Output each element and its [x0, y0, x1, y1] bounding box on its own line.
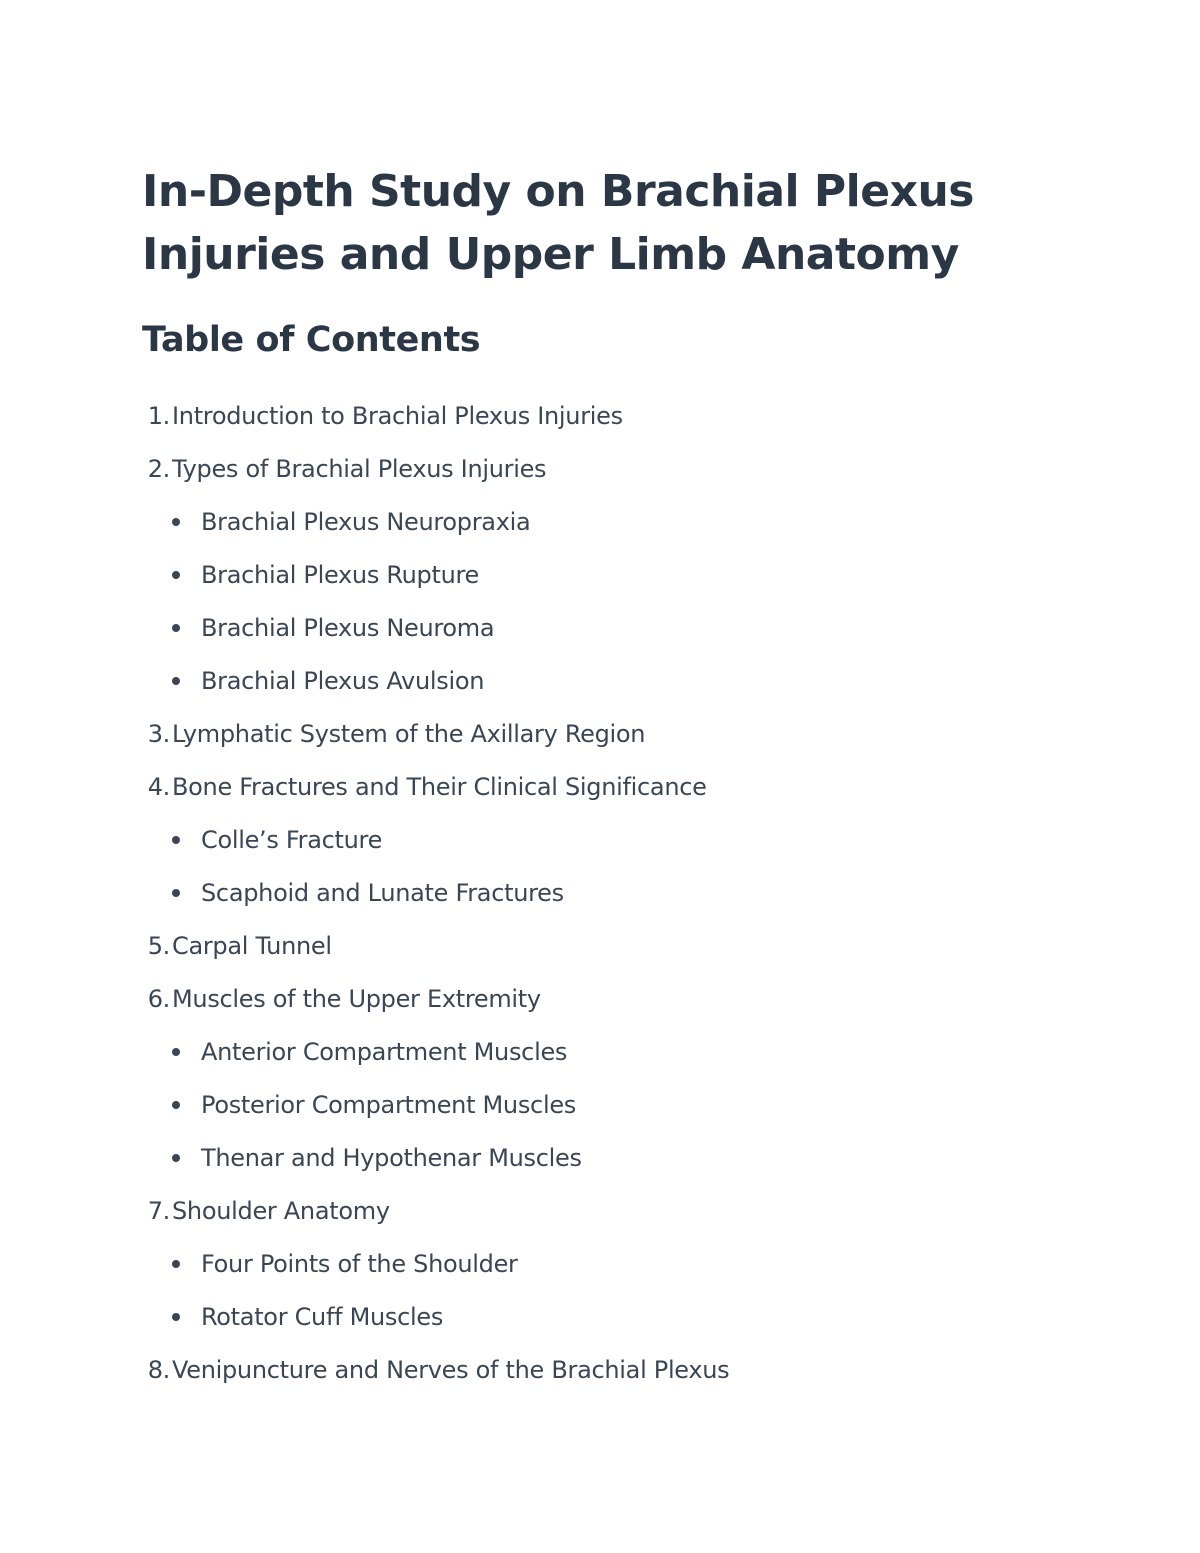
toc-subitem — [142, 548, 1042, 601]
toc-sublabel: Anterior Compartment Muscles — [201, 1037, 568, 1066]
toc-item-5 — [142, 919, 1042, 972]
bullet-icon — [172, 1048, 180, 1056]
toc-item-6 — [142, 972, 1042, 1025]
toc-label: Venipuncture and Nerves of the Brachial Plexus — [172, 1355, 730, 1384]
bullet-icon — [172, 624, 180, 632]
toc-heading: Table of Contents — [142, 320, 481, 360]
toc-subitem — [142, 1025, 1042, 1078]
toc-number: 8. — [147, 1355, 170, 1384]
toc-sublabel: Scaphoid and Lunate Fractures — [201, 878, 564, 907]
toc-sublabel: Brachial Plexus Neuroma — [201, 613, 495, 642]
document-page — [142, 160, 1042, 1396]
toc-number: 1. — [147, 401, 170, 430]
toc-label: Lymphatic System of the Axillary Region — [172, 719, 646, 748]
bullet-icon — [172, 518, 180, 526]
toc-subitem — [142, 601, 1042, 654]
toc-sublabel: Brachial Plexus Neuropraxia — [201, 507, 531, 536]
bullet-icon — [172, 677, 180, 685]
toc-sublabel: Four Points of the Shoulder — [201, 1249, 518, 1278]
bullet-icon — [172, 1313, 180, 1321]
toc-subitem — [142, 1131, 1042, 1184]
toc-label: Shoulder Anatomy — [172, 1196, 390, 1225]
toc-sublabel: Brachial Plexus Avulsion — [201, 666, 485, 695]
toc-item-7 — [142, 1184, 1042, 1237]
bullet-icon — [172, 836, 180, 844]
toc-sublabel: Thenar and Hypothenar Muscles — [201, 1143, 582, 1172]
title-line-1: In-Depth Study on Brachial Plexus — [142, 166, 974, 217]
toc-item-8 — [142, 1343, 1042, 1396]
toc-sublabel: Colle’s Fracture — [201, 825, 383, 854]
toc-label: Bone Fractures and Their Clinical Significance — [172, 772, 707, 801]
toc-subitem — [142, 1290, 1042, 1343]
toc-number: 7. — [147, 1196, 170, 1225]
toc-number: 3. — [147, 719, 170, 748]
toc-subitem — [142, 1078, 1042, 1131]
toc-label: Muscles of the Upper Extremity — [172, 984, 541, 1013]
bullet-icon — [172, 571, 180, 579]
toc-subitem — [142, 866, 1042, 919]
toc-number: 6. — [147, 984, 170, 1013]
toc-sublabel: Rotator Cuff Muscles — [201, 1302, 444, 1331]
bullet-icon — [172, 1260, 180, 1268]
toc-label: Introduction to Brachial Plexus Injuries — [172, 401, 623, 430]
document-title — [142, 160, 1042, 286]
toc-label: Carpal Tunnel — [172, 931, 332, 960]
bullet-icon — [172, 1101, 180, 1109]
toc-subitem — [142, 813, 1042, 866]
toc-number: 2. — [147, 454, 170, 483]
toc-subitem — [142, 654, 1042, 707]
bullet-icon — [172, 889, 180, 897]
toc-number: 5. — [147, 931, 170, 960]
table-of-contents — [142, 389, 1042, 1396]
toc-label: Types of Brachial Plexus Injuries — [172, 454, 547, 483]
toc-sublabel: Brachial Plexus Rupture — [201, 560, 480, 589]
toc-item-2 — [142, 442, 1042, 495]
bullet-icon — [172, 1154, 180, 1162]
toc-item-4 — [142, 760, 1042, 813]
toc-sublabel: Posterior Compartment Muscles — [201, 1090, 576, 1119]
toc-number: 4. — [147, 772, 170, 801]
toc-item-3 — [142, 707, 1042, 760]
toc-item-1 — [142, 389, 1042, 442]
title-line-2: Injuries and Upper Limb Anatomy — [142, 229, 959, 280]
toc-subitem — [142, 495, 1042, 548]
toc-subitem — [142, 1237, 1042, 1290]
